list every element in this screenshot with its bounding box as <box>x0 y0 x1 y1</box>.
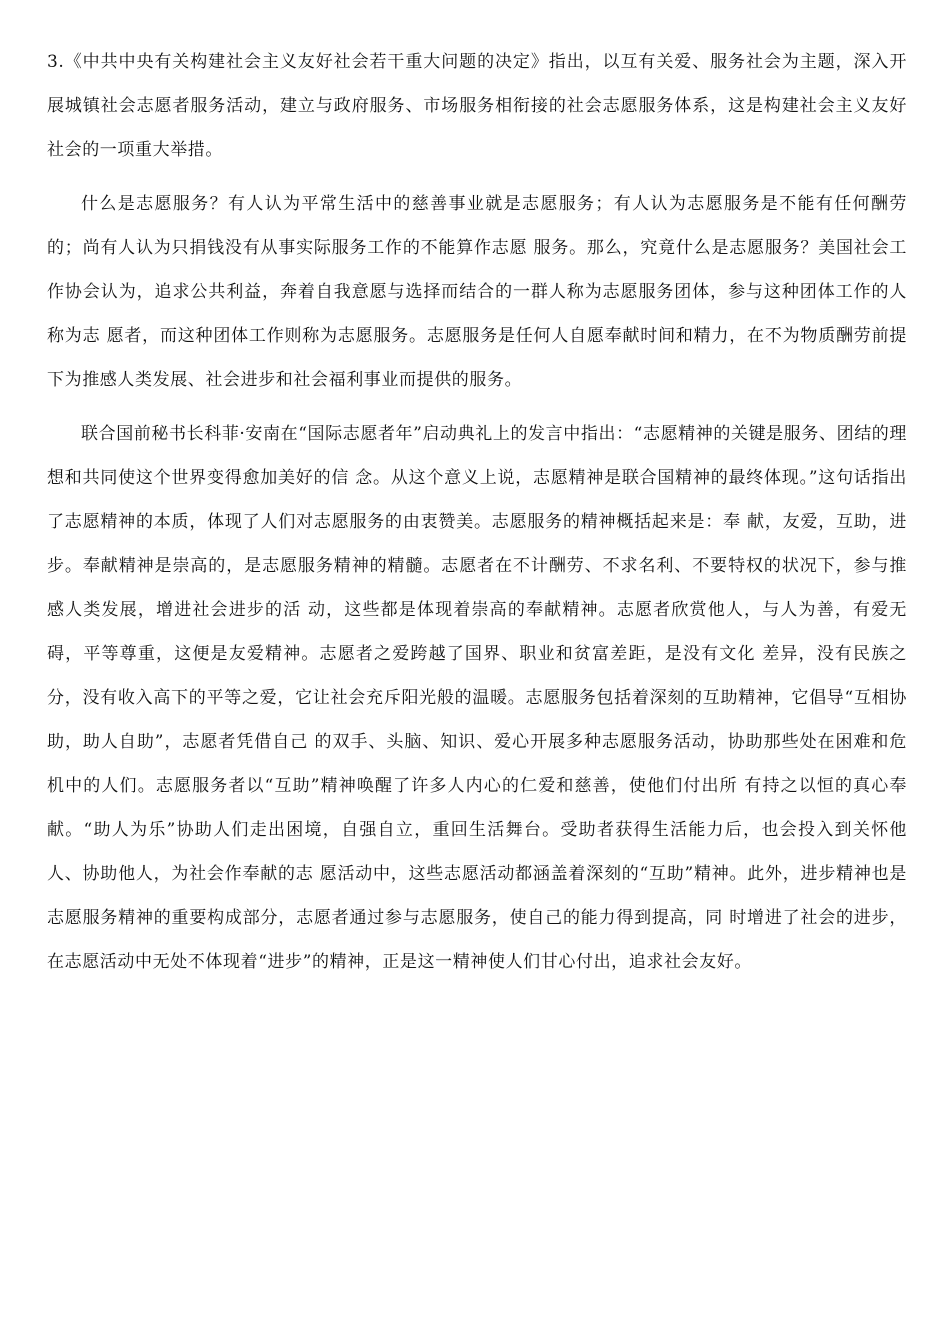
document-page <box>47 40 907 994</box>
paragraph-what-is-volunteering: 什么是志愿服务？有人认为平常生活中的慈善事业就是志愿服务；有人认为志愿服务是不能有任何酬劳的；尚有人认为只捐钱没有从事实际服务工作的不能算作志愿 服务。那么，究竟什么是志愿服务？美国社会工作协会认为，追求公共利益，奔着自我意愿与选择而结合的一群人称为志愿服务团体，参与这种团体工作的人称为志 愿者，而这种团体工作则称为志愿服务。志愿服务是任何人自愿奉献时间和精力，在不为物质酬劳前提下为推感人类发展、社会进步和社会福利事业而提供的服务。 <box>47 194 907 390</box>
paragraph-volunteer-spirit: 联合国前秘书长科菲·安南在“国际志愿者年”启动典礼上的发言中指出：“志愿精神的关键是服务、团结的理想和共同使这个世界变得愈加美好的信 念。从这个意义上说，志愿精神是联合国精神的最终体现。”这句话指出了志愿精神的本质，体现了人们对志愿服务的由衷赞美。志愿服务的精神概括起来是：奉 献，友爱，互助，进步。奉献精神是崇高的，是志愿服务精神的精髓。志愿者在不计酬劳、不求名利、不要特权的状况下，参与推感人类发展，增进社会进步的活 动，这些都是体现着崇高的奉献精神。志愿者欣赏他人，与人为善，有爱无碍，平等尊重，这便是友爱精神。志愿者之爱跨越了国界、职业和贫富差距，是没有文化 差异，没有民族之分，没有收入高下的平等之爱，它让社会充斥阳光般的温暖。志愿服务包括着深刻的互助精神，它倡导“互相协助，助人自助”，志愿者凭借自己 的双手、头脑、知识、爱心开展多种志愿服务活动，协助那些处在困难和危机中的人们。志愿服务者以“互助”精神唤醒了许多人内心的仁爱和慈善，使他们付出所 有持之以恒的真心奉献。“助人为乐”协助人们走出困境，自强自立，重回生活舞台。受助者获得生活能力后，也会投入到关怀他人、协助他人，为社会作奉献的志 愿活动中，这些志愿活动都涵盖着深刻的“互助”精神。此外，进步精神也是志愿服务精神的重要构成部分，志愿者通过参与志愿服务，使自己的能力得到提高，同 时增进了社会的进步，在志愿活动中无处不体现着“进步”的精神，正是这一精神使人们甘心付出，追求社会友好。 <box>47 424 907 972</box>
paragraph-decision: 3.《中共中央有关构建社会主义友好社会若干重大问题的决定》指出，以互有关爱、服务社会为主题，深入开展城镇社会志愿者服务活动，建立与政府服务、市场服务相衔接的社会志愿服务体系，这是构建社会主义友好社会的一项重大举措。 <box>47 52 907 160</box>
